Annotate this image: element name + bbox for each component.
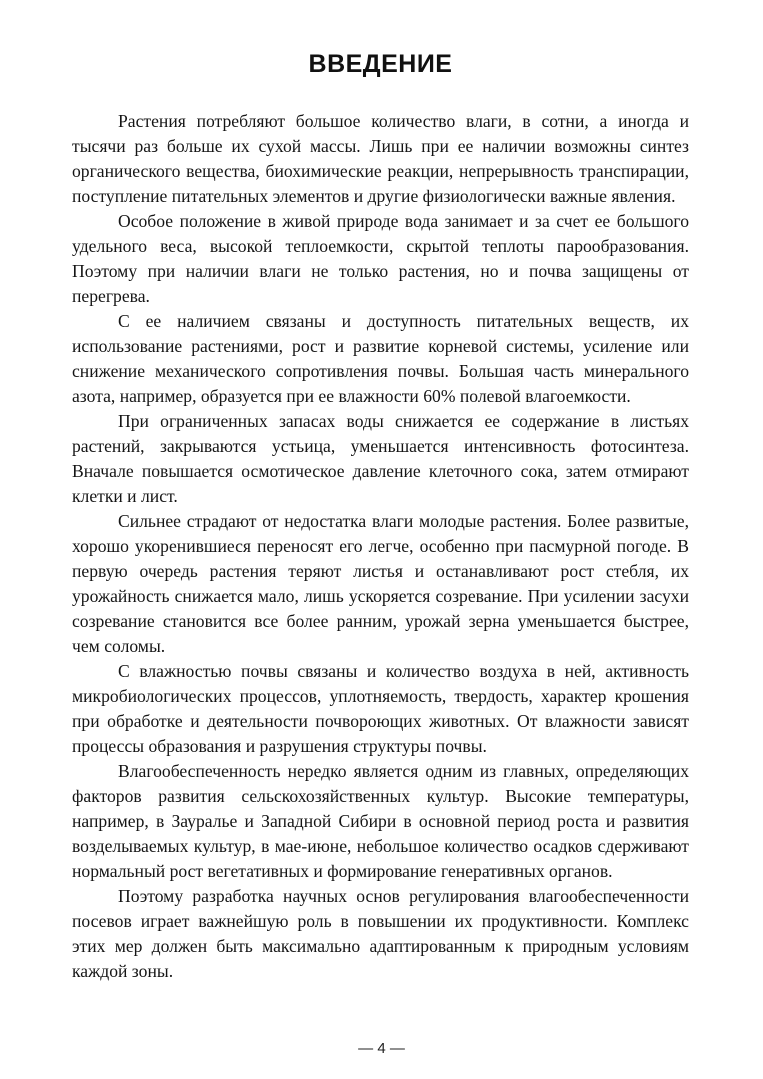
paragraph-5: Сильнее страдают от недостатка влаги молодые растения. Более развитые, хорошо укоренившиеся переносят его легче, особенно при пасмурной погоде. В первую очередь растения теряют листья и останавливают рост стебля, их урожайность снижается мало, лишь ускоряется созревание. При усилении засухи созревание становится все более ранним, урожай зерна уменьшается быстрее, чем соломы. <box>72 511 689 656</box>
page-content <box>72 50 689 984</box>
paragraph-6: С влажностью почвы связаны и количество воздуха в ней, активность микробиологических процессов, уплотняемость, твердость, характер крошения при обработке и деятельности почворoющих животных. От влажности зависят процессы образования и разрушения структуры почвы. <box>72 661 689 756</box>
page-number: — 4 — <box>358 1040 405 1057</box>
paragraph-8: Поэтому разработка научных основ регулирования влагообеспеченности посевов играет важнейшую роль в повышении их продуктивности. Комплекс этих мер должен быть максимально адаптированным к природным условиям каждой зоны. <box>72 886 689 981</box>
paragraph-2: Особое положение в живой природе вода занимает и за счет ее большого удельного веса, высокой теплоемкости, скрытой теплоты парообразования. Поэтому при наличии влаги не только растения, но и почва защищены от перегрева. <box>72 211 689 306</box>
paragraph-7: Влагообеспеченность нередко является одним из главных, определяющих факторов развития сельскохозяйственных культур. Высокие температуры, например, в Зауралье и Западной Сибири в основной период роста и развития возделываемых культур, в мае-июне, небольшое количество осадков сдерживают нормальный рост вегетативных и формирование генеративных органов. <box>72 761 689 881</box>
page-title: ВВЕДЕНИЕ <box>308 50 453 78</box>
paragraph-3: С ее наличием связаны и доступность питательных веществ, их использование растениями, рост и развитие корневой системы, усиление или снижение механического сопротивления почвы. Большая часть минерального азота, например, образуется при ее влажности 60% полевой влагоемкости. <box>72 311 689 406</box>
paragraph-4: При ограниченных запасах воды снижается ее содержание в листьях растений, закрываются устьица, уменьшается интенсивность фотосинтеза. Вначале повышается осмотическое давление клеточного сока, затем отмирают клетки и лист. <box>72 411 689 506</box>
body-text <box>72 109 689 984</box>
paragraph-1: Растения потребляют большое количество влаги, в сотни, а иногда и тысячи раз больше их сухой массы. Лишь при ее наличии возможны синтез органического вещества, биохимические реакции, непрерывность транспирации, поступление питательных элементов и другие физиологически важные явления. <box>72 111 689 206</box>
